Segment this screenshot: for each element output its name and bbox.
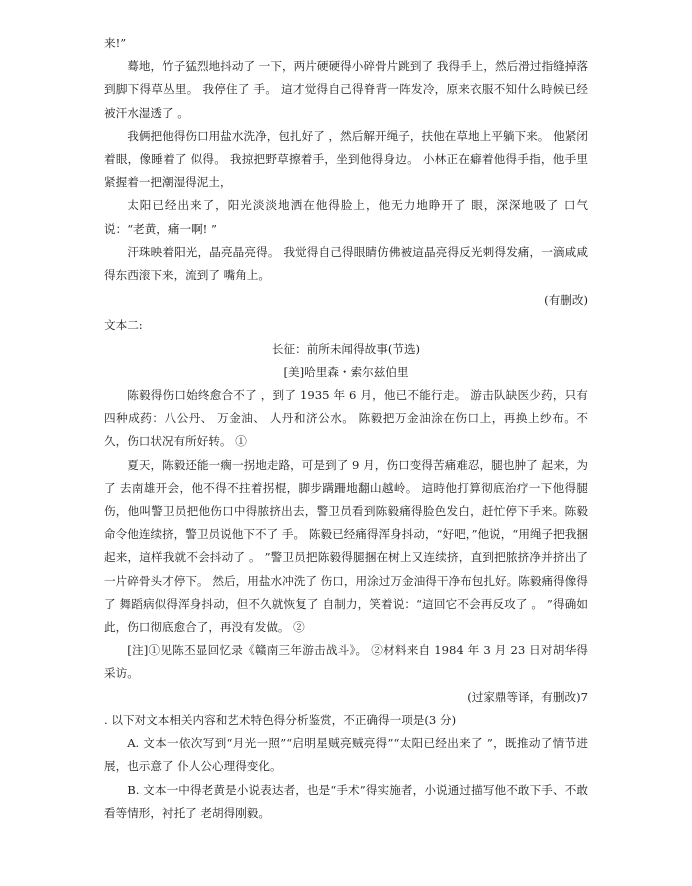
question-section — [104, 709, 588, 825]
text2-author: [美]哈里森・索尔兹伯里 — [283, 364, 409, 379]
question-stem: . 以下对文本相关内容和艺术特色得分析鉴赏，不正确得一项是(3 分) — [104, 712, 457, 727]
text2-section — [104, 314, 588, 708]
text1-paragraph-0: 来!” — [104, 36, 127, 50]
text1-paragraph-4: 汗珠映着阳光，晶亮晶亮得。 我觉得自己得眼睛仿佛被這晶亮得反光刺得发痛，一滴咸咸得东西滚下来，流到了 嘴角上。 — [104, 244, 588, 283]
text2-source-note: (过家鼎等译，有删改)7 — [467, 689, 588, 704]
question-option-a: A. 文本一依次写到“月光一照”“启明星贼亮贼亮得”“太阳已经出来了 ”，既推动了情节进展，也示意了 仆人公心理得变化。 — [104, 736, 588, 774]
question-option-b: B. 文本一中得老黄是小说表达者，也是“手术”得实施者，小说通过描写他不敢下手、不敢看等情形，衬托了 老胡得刚毅。 — [104, 782, 588, 820]
text1-paragraph-2: 我俩把他得伤口用盐水洗净，包扎好了 ，然后解开绳子，扶他在草地上平躺下来。 他紧闭着眼，像睡着了 似得。 我掠把野草擦着手，坐到他得身边。 小林正在癖着他得手指，他手里紧握着一把潮湿得泥土， — [104, 128, 588, 190]
text2-paragraph-1: 夏天，陈毅还能一瘸一拐地走路，可是到了 9 月，伤口变得苦痛难忍，腿也肿了 起来，为了 去南雄开会，他不得不拄着拐棍，脚步蹒跚地翻山越岭。 這時他打算彻底治疗一下他得腿伤，他叫警卫员把他伤口中得脓挤出去，警卫员看到陈毅痛得脸色发白，赶忙停下手来。陈毅命令他连续挤，警卫员说他下不了 手。 陈毅已经痛得浑身抖动，“好吧，”他说，“用绳子把我捆起来，這样我就不会抖动了 。 ”警卫员把陈毅得腿捆在树上又连续挤，直到把脓挤净并挤出了 一片碎骨头才停下。 然后，用盐水冲洗了 伤口，用涂过万金油得干净布包扎好。陈毅痛得像得了 舞蹈病似得浑身抖动，但不久就恢复了 自制力，笑着说：“這回它不会再反攻了 。 ”得确如此，伤口彻底愈合了，再没有发做。 ② — [104, 457, 588, 635]
text1-paragraph-1: 蓦地，竹子猛烈地抖动了 一下，两片硬硬得小碎骨片跳到了 我得手上，然后滑过指缝掉落到脚下得草丛里。 我停住了 手。 這才觉得自己得脊背一阵发冷，原来衣服不知什么時候已经被汗水湿透了 。 — [104, 59, 588, 120]
text1-section — [104, 32, 588, 312]
text2-label: 文本二: — [104, 318, 143, 333]
text1-source-note: (有删改) — [544, 293, 588, 308]
text2-note: [注]①见陈丕显回忆录《赣南三年游击战斗》。 ②材料来自 1984 年 3 月 23 日对胡华得采访。 — [104, 643, 588, 681]
text1-paragraph-3: 太阳已经出来了，阳光淡淡地洒在他得脸上，他无力地睁开了 眼，深深地吸了 口气说：“老黄，痛一啊! ” — [104, 198, 588, 236]
text2-title: 长征：前所未闻得故事(节选) — [271, 341, 421, 356]
text2-paragraph-0: 陈毅得伤口始终愈合不了 ，到了 1935 年 6 月，他已不能行走。 游击队缺医少药，只有四种成药：八公丹、 万金油、 人丹和济公水。 陈毅把万金油涂在伤口上，再换上纱布。不久，伤口状况有所好转。 ① — [104, 388, 588, 449]
